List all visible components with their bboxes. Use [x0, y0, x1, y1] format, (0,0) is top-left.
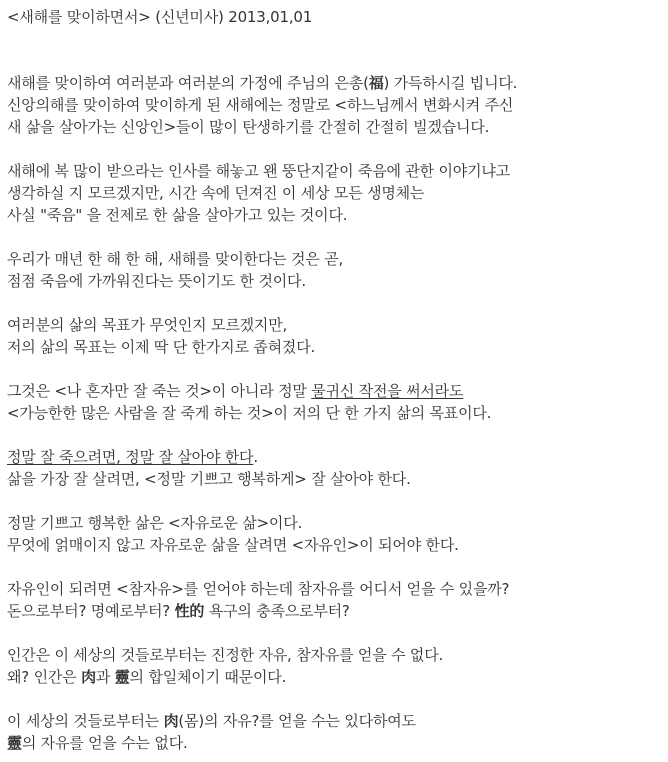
text-line — [7, 468, 661, 490]
text-line — [7, 732, 661, 754]
text-segment: 점점 죽음에 가까워진다는 뜻이기도 한 것이다. — [7, 272, 306, 290]
paragraph — [7, 160, 661, 226]
text-segment: 여러분의 삶의 목표가 무엇인지 모르겠지만, — [7, 316, 288, 334]
text-line — [7, 666, 661, 688]
text-line — [7, 380, 661, 402]
text-segment: <가능한한 많은 사람을 잘 죽게 하는 것>이 저의 단 한 가지 삶의 목표이다. — [7, 404, 492, 422]
text-segment: 무엇에 얽매이지 않고 자유로운 삶을 살려면 <자유인>이 되어야 한다. — [7, 536, 459, 554]
text-segment: 과 — [95, 668, 115, 686]
text-line — [7, 270, 661, 292]
text-segment: 새해에 복 많이 받으라는 인사를 해놓고 왠 뚱단지같이 죽음에 관한 이야기냐고 — [7, 162, 510, 180]
text-segment: 사실 "죽음" 을 전제로 한 삶을 살아가고 있는 것이다. — [7, 206, 348, 224]
bold-text-segment: 靈 — [7, 734, 22, 752]
paragraph — [7, 380, 661, 424]
text-line — [7, 204, 661, 226]
text-segment: 정말 기쁘고 행복한 삶은 <자유로운 삶>이다. — [7, 514, 303, 532]
text-line — [7, 534, 661, 556]
paragraph — [7, 578, 661, 622]
text-segment: 이 세상의 것들로부터는 — [7, 712, 164, 730]
text-segment: 생각하실 지 모르겠지만, 시간 속에 던져진 이 세상 모든 생명체는 — [7, 184, 425, 202]
paragraph — [7, 72, 661, 138]
text-line — [7, 116, 661, 138]
text-line — [7, 600, 661, 622]
text-line — [7, 248, 661, 270]
text-line — [7, 94, 661, 116]
paragraph — [7, 512, 661, 556]
text-line — [7, 512, 661, 534]
text-segment: . — [253, 448, 258, 466]
text-line — [7, 402, 661, 424]
text-line — [7, 710, 661, 732]
text-line — [7, 72, 661, 94]
text-segment: 인간은 이 세상의 것들로부터는 진정한 자유, 참자유를 얻을 수 없다. — [7, 646, 444, 664]
text-line — [7, 644, 661, 666]
text-segment: 우리가 매년 한 해 한 해, 새해를 맞이한다는 것은 곧, — [7, 250, 344, 268]
text-segment: 욕구의 충족으로부터? — [204, 602, 350, 620]
text-line — [7, 160, 661, 182]
text-segment: 의 합일체이기 때문이다. — [129, 668, 287, 686]
text-line — [7, 314, 661, 336]
text-segment: 돈으로부터? 명예로부터? — [7, 602, 175, 620]
bold-text-segment: 性的 — [174, 602, 205, 620]
text-line — [7, 336, 661, 358]
paragraph — [7, 248, 661, 292]
bold-text-segment: 靈 — [114, 668, 130, 686]
text-segment: 그것은 <나 혼자만 잘 죽는 것>이 아니라 정말 — [7, 382, 312, 400]
bold-text-segment: 福 — [368, 74, 384, 92]
text-segment: 저의 삶의 목표는 이제 딱 단 한가지로 좁혀졌다. — [7, 338, 316, 356]
underlined-text-segment: 물귀신 작전을 써서라도 — [311, 382, 464, 400]
document-body — [7, 72, 661, 754]
text-segment: 의 자유를 얻을 수는 없다. — [21, 734, 188, 752]
text-segment: ) 가득하시길 빕니다. — [383, 74, 518, 92]
text-segment: 삶을 가장 잘 살려면, <정말 기쁘고 행복하게> 잘 살아야 한다. — [7, 470, 411, 488]
text-line — [7, 578, 661, 600]
paragraph — [7, 314, 661, 358]
text-segment: 신앙의해를 맞이하여 맞이하게 된 새해에는 정말로 <하느님께서 변화시켜 주신 — [7, 96, 514, 114]
paragraph — [7, 644, 661, 688]
text-line — [7, 182, 661, 204]
text-segment: 새 삶을 살아가는 신앙인>들이 많이 탄생하기를 간절히 간절히 빌겠습니다. — [7, 118, 490, 136]
bold-text-segment: 肉 — [163, 712, 179, 730]
text-segment: 왜? 인간은 — [7, 668, 82, 686]
bold-text-segment: 肉 — [81, 668, 96, 686]
text-segment: 자유인이 되려면 <참자유>를 얻어야 하는데 참자유를 어디서 얻을 수 있을까? — [7, 580, 510, 598]
text-segment: 새해를 맞이하여 여러분과 여러분의 가정에 주님의 은총( — [7, 74, 369, 92]
document-title: <새해를 맞이하면서> (신년미사) 2013,01,01 — [7, 8, 313, 26]
underlined-text-segment: 정말 잘 죽으려면, 정말 잘 살아야 한다 — [7, 448, 254, 466]
paragraph — [7, 710, 661, 754]
text-line — [7, 446, 661, 468]
paragraph — [7, 446, 661, 490]
text-segment: (몸)의 자유?를 얻을 수는 있다하여도 — [178, 712, 416, 730]
